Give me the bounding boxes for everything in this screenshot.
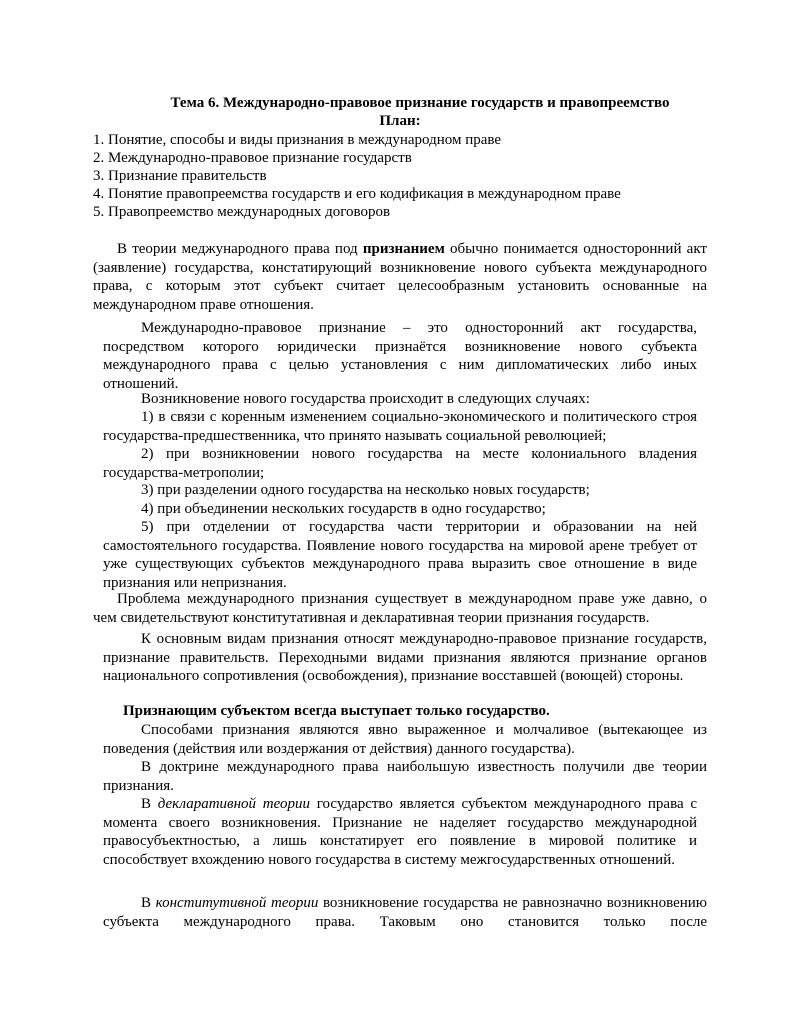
italic-term: конститутивной теории xyxy=(155,895,319,911)
list-item-case-4: 4) при объединении нескольких государств в одно государство; xyxy=(141,501,546,517)
paragraph-recognition-types: К основным видам признания относят международно-правовое признание государств, признание правительств. Переходными видами признания являются признание органов национального сопротивления (освобождения), признание восставшей (воющей) стороны. xyxy=(103,631,707,684)
paragraph-recognition-problem: Проблема международного признания существует в международном праве уже давно, о чем свидетельствуют конститутативная и декларативная теории признания государств. xyxy=(93,591,707,626)
plan-item: 2. Международно-правовое признание государств xyxy=(93,150,412,166)
plan-list xyxy=(93,131,713,221)
paragraph-recognizing-subject: Признающим субъектом всегда выступает только государство. xyxy=(123,703,550,719)
plan-item: 3. Признание правительств xyxy=(93,168,267,184)
list-item-case-3: 3) при разделении одного государства на несколько новых государств; xyxy=(141,482,590,498)
plan-item: 1. Понятие, способы и виды признания в международном праве xyxy=(93,132,502,148)
paragraph-legal-recognition: Международно-правовое признание – это односторонний акт государства, посредством которого юридически признаётся возникновение нового субъекта международного права с целью установления с ним дипломатических либо иных отношений. xyxy=(103,320,697,392)
list-item-case-1: 1) в связи с коренным изменением социально-экономического и политического строя государства-предшественника, что принято называть социальной революцией; xyxy=(103,409,697,444)
bold-term: признанием xyxy=(362,241,445,257)
paragraph-cases-intro: Возникновение нового государства происходит в следующих случаях: xyxy=(141,391,590,407)
plan-item: 4. Понятие правопреемства государств и его кодификация в международном праве xyxy=(93,186,621,202)
italic-term: декларативной теории xyxy=(157,796,311,812)
paragraph-recognition-methods: Способами признания являются явно выраженное и молчаливое (вытекающее из поведения (действия или воздержания от действия) данного государства). xyxy=(103,722,707,757)
document-title: Тема 6. Международно-правовое признание государств и правопреемство xyxy=(170,95,670,111)
list-item-case-5: 5) при отделении от государства части территории и образовании на ней самостоятельного государства. Появление нового государства на мировой арене требует от уже существующих субъектов международного права выразить свое отношение в виде признания или непризнания. xyxy=(103,519,697,591)
paragraph-declarative-theory: В декларативной теории государство является субъектом международного права с момента своего возникновения. Признание не наделяет государство международной правосубъектностью, а лишь констатирует его появление в мировой политике и способствует вхождению нового государства в систему межгосударственных отношений. xyxy=(103,796,697,868)
paragraph-two-theories: В доктрине международного права наибольшую известность получили две теории признания. xyxy=(103,759,707,794)
paragraph-constitutive-theory: В конститутивной теории возникновение государства не равнозначно возникновению субъекта международного права. Таковым оно становится только после xyxy=(103,895,707,930)
plan-item: 5. Правопреемство международных договоров xyxy=(93,204,391,220)
paragraph-recognition-definition: В теории меджународного права под признанием обычно понимается односторонний акт (заявление) государства, констатирующий возникновение нового субъекта международного права, с которым этот субъект считает целесообразным установить основанные на международном праве отношения. xyxy=(93,241,707,313)
plan-heading: План: xyxy=(379,113,421,129)
list-item-case-2: 2) при возникновении нового государства на месте колониального владения государства-метрополии; xyxy=(103,446,697,481)
